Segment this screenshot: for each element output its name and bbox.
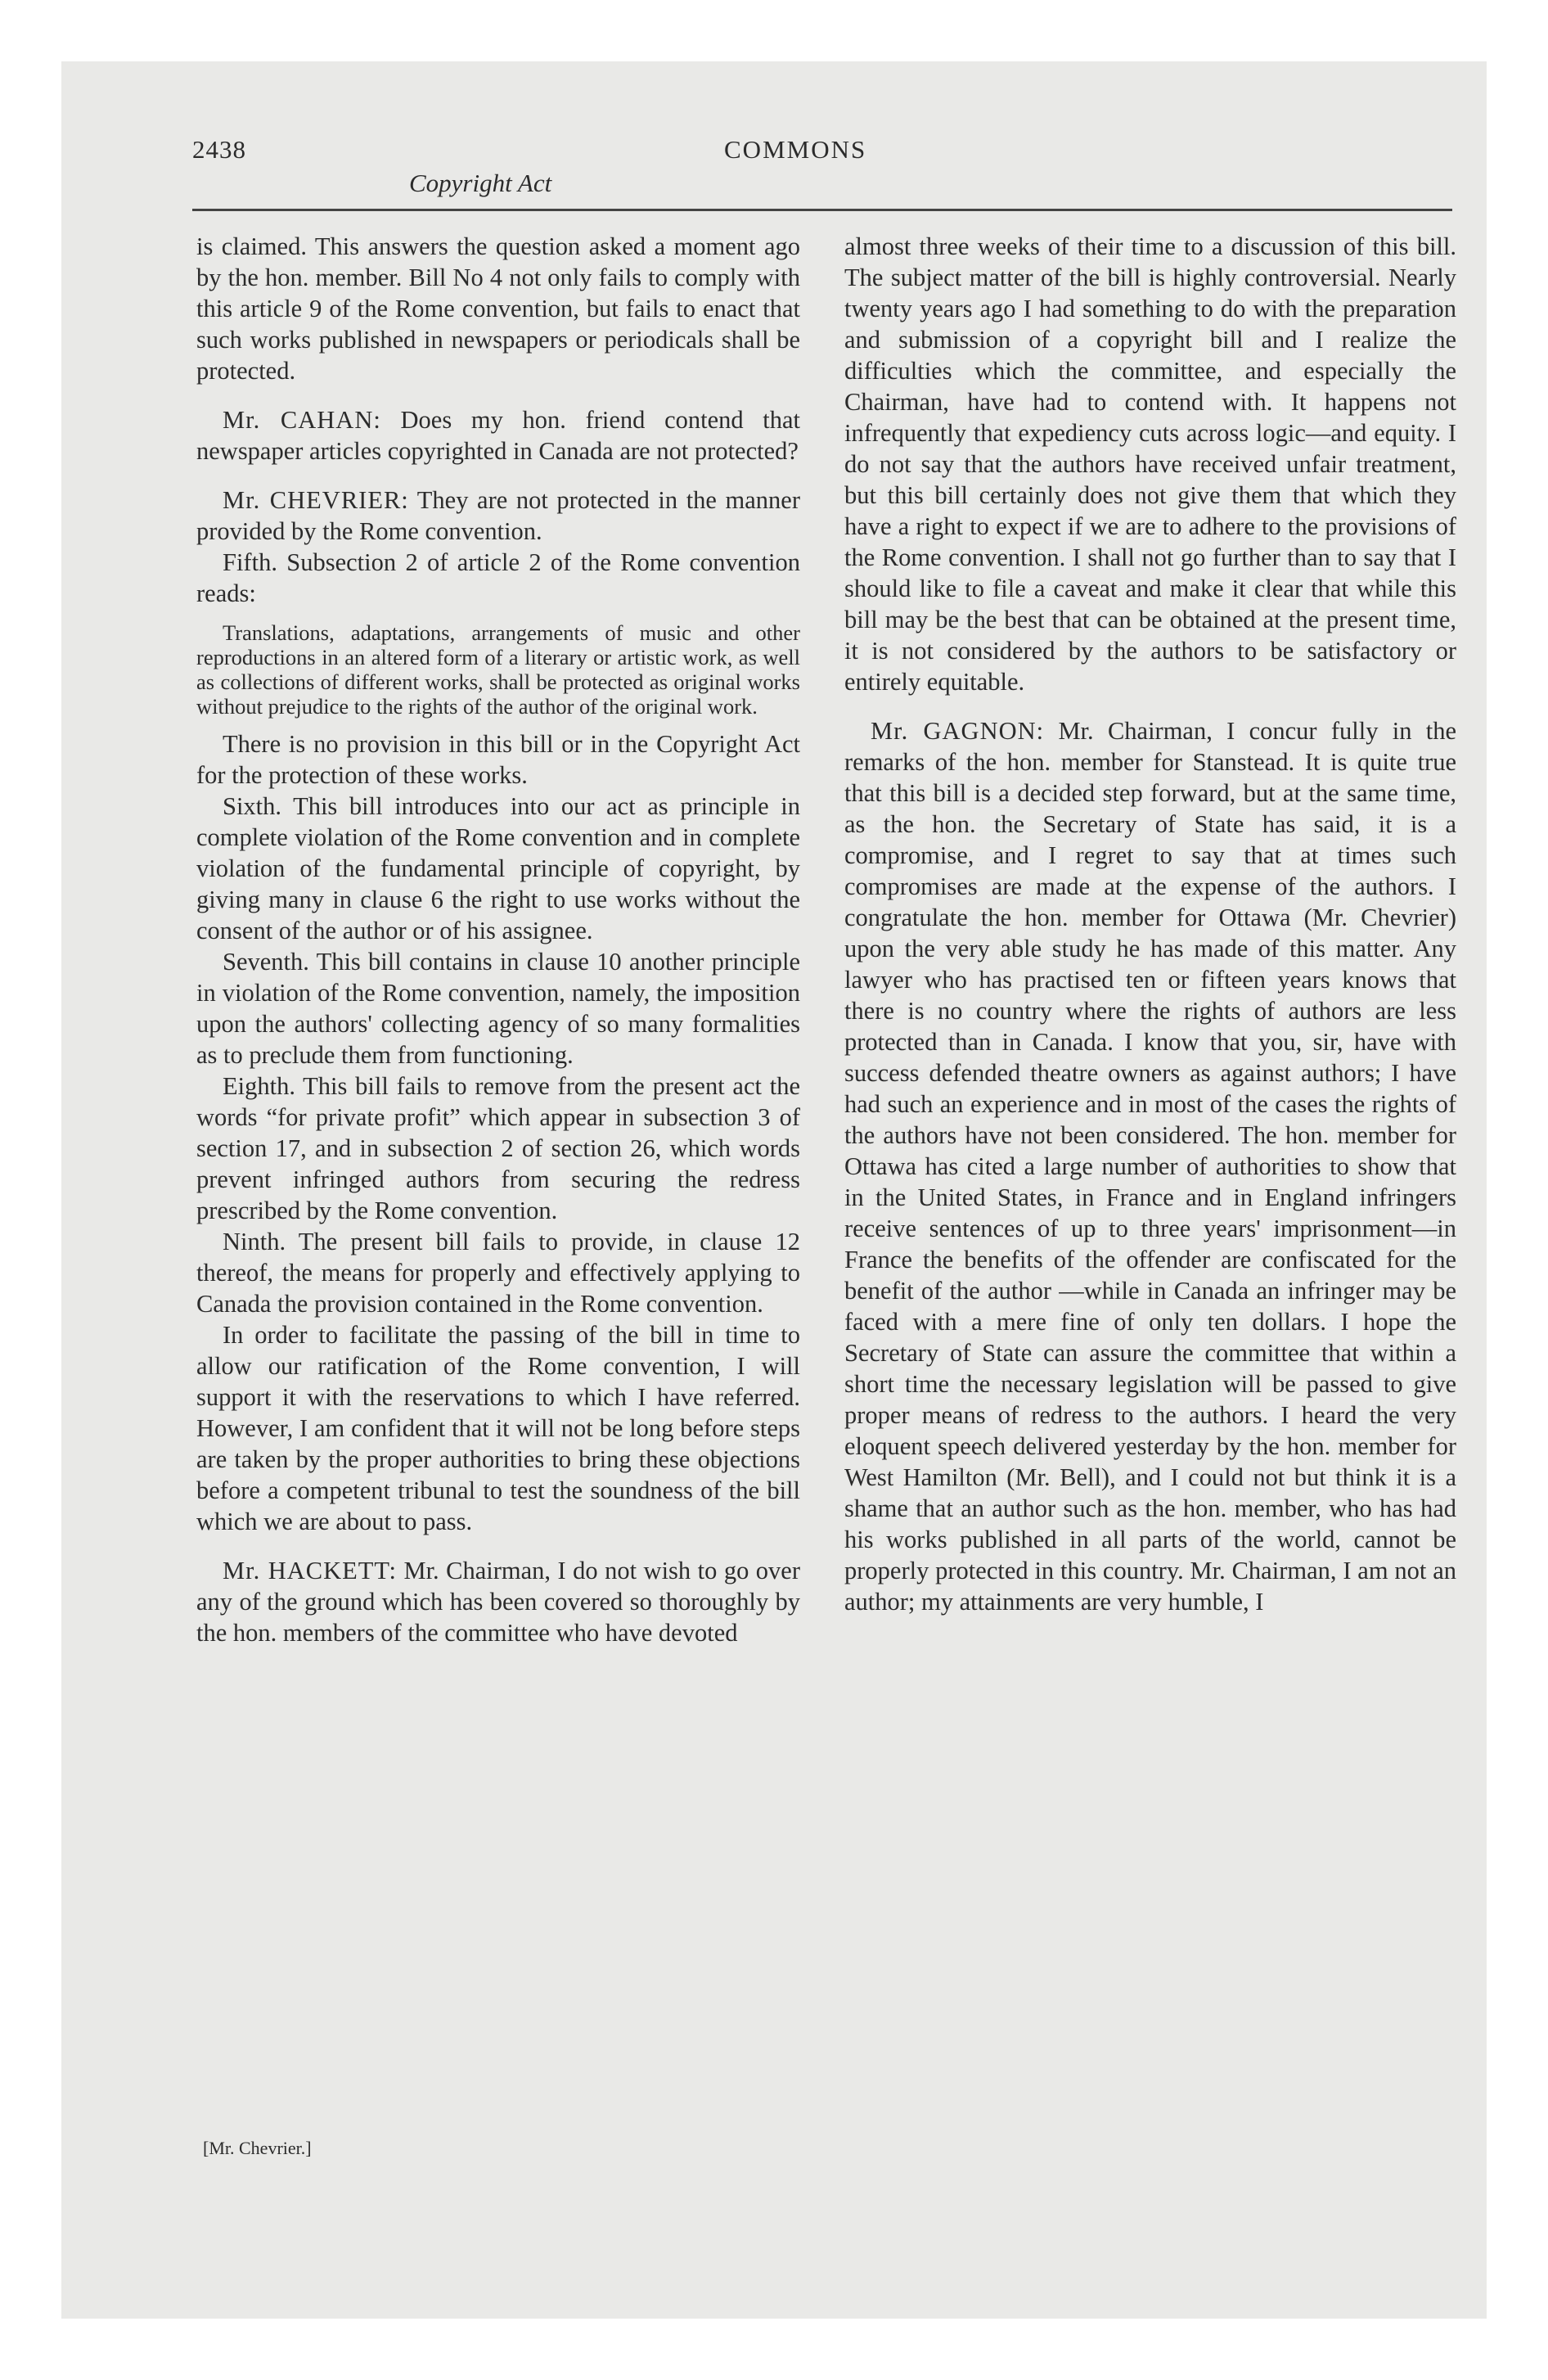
running-title: Copyright Act [409, 169, 552, 197]
speech-hackett [196, 1555, 800, 1648]
speech-chevrier [196, 485, 800, 547]
speaker-name: Mr. GAGNON: [871, 717, 1045, 745]
header-rule [192, 209, 1452, 211]
footer-reference: [Mr. Chevrier.] [203, 2138, 312, 2158]
paragraph-fifth: Fifth. Subsection 2 of article 2 of the Rome convention reads: [196, 548, 800, 607]
paragraph-eighth: Eighth. This bill fails to remove from the present act the words “for private profit” which appear in subsection 3 of section 17, and in subsection 2 of section 26, which words prevent infringed authors from securing the redress prescribed by the Rome convention. [196, 1072, 800, 1224]
speaker-name: Mr. CAHAN: [223, 406, 381, 434]
house-heading: COMMONS [724, 135, 867, 164]
page-number: 2438 [192, 135, 246, 164]
paragraph-sixth: Sixth. This bill introduces into our act as principle in complete violation of the Rome convention and in complete violation of the fundamental principle of copyright, by giving many in clause 6 the right to use works without the consent of the author or of his assignee. [196, 792, 800, 944]
speaker-name: Mr. CHEVRIER: [223, 486, 409, 514]
paragraph: In order to facilitate the passing of the bill in time to allow our ratification of the Rome convention, I will support it with the reservations to which I have referred. However, I am confident that it will not be long before steps are taken by the proper authorities to bring these objections before a competent tribunal to test the soundness of the bill which we are about to pass. [196, 1321, 800, 1535]
speech-gagnon [844, 715, 1456, 1617]
right-column [844, 231, 1456, 1617]
left-column [196, 231, 800, 1648]
speech-text: Mr. Chairman, I concur fully in the remarks of the hon. member for Stanstead. It is quite true that this bill is a decided step forward, but at the same time, as the hon. the Secretary of State has said, it is a compromise, and I regret to say that at times such compromises are made at the expense of the authors. I congratulate the hon. member for Ottawa (Mr. Chevrier) upon the very able study he has made of this matter. Any lawyer who has practised ten or fifteen years knows that there is no country where the rights of authors are less protected than in Canada. I know that you, sir, have with success defended theatre owners as against authors; I have had such an experience and in most of the cases the rights of the authors have not been considered. The hon. member for Ottawa has cited a large number of authorities to show that in the United States, in France and in England infringers receive sentences of up to three years' imprisonment—in France the benefits of the offender are confiscated for the benefit of the author —while in Canada an infringer may be faced with a mere fine of only ten dollars. I hope the Secretary of State can assure the committee that within a short time the necessary legislation will be passed to give proper means of redress to the authors. I heard the very eloquent speech delivered yesterday by the hon. member for West Hamilton (Mr. Bell), and I could not but think it is a shame that an author such as the hon. member, who has had his works published in all parts of the world, cannot be properly protected in this country. Mr. Chairman, I am not an author; my attainments are very humble, I [844, 717, 1457, 1616]
block-quote: Translations, adaptations, arrangements of music and other reproductions in an altered form of a literary or artistic work, as well as collections of different works, shall be protected as original works without prejudice to the rights of the author of the original work. [196, 620, 800, 719]
paragraph: There is no provision in this bill or in the Copyright Act for the protection of these works. [196, 730, 800, 789]
paragraph: almost three weeks of their time to a discussion of this bill. The subject matter of the bill is highly controversial. Nearly twenty years ago I had something to do with the preparation and submission of a copyright bill and I realize the difficulties which the committee, and especially the Chairman, have had to contend with. It happens not infrequently that expediency cuts across logic—and equity. I do not say that the authors have received unfair treatment, but this bill certainly does not give them that which they have a right to expect if we are to adhere to the provisions of the Rome convention. I shall not go further than to say that I should like to file a caveat and make it clear that while this bill may be the best that can be obtained at the present time, it is not considered by the authors to be satisfactory or entirely equitable. [844, 232, 1456, 696]
speech-text: Does my hon. friend contend that newspaper articles copyrighted in Canada are not protected? [196, 406, 801, 465]
speech-cahan [196, 404, 800, 467]
speech-text: They are not protected in the manner provided by the Rome convention. [196, 486, 800, 545]
paragraph: is claimed. This answers the question asked a moment ago by the hon. member. Bill No 4 not only fails to comply with this article 9 of the Rome convention, but fails to enact that such works published in newspapers or periodicals shall be protected. [196, 232, 800, 385]
speaker-name: Mr. HACKETT: [223, 1557, 397, 1584]
paragraph-seventh: Seventh. This bill contains in clause 10 another principle in violation of the Rome convention, namely, the imposition upon the authors' collecting agency of so many formalities as to preclude them from functioning. [196, 948, 800, 1069]
speech-text: Mr. Chairman, I do not wish to go over any of the ground which has been covered so thoroughly by the hon. members of the committee who have devoted [196, 1557, 800, 1647]
paragraph-ninth: Ninth. The present bill fails to provide, in clause 12 thereof, the means for properly and effectively applying to Canada the provision contained in the Rome convention. [196, 1228, 800, 1318]
